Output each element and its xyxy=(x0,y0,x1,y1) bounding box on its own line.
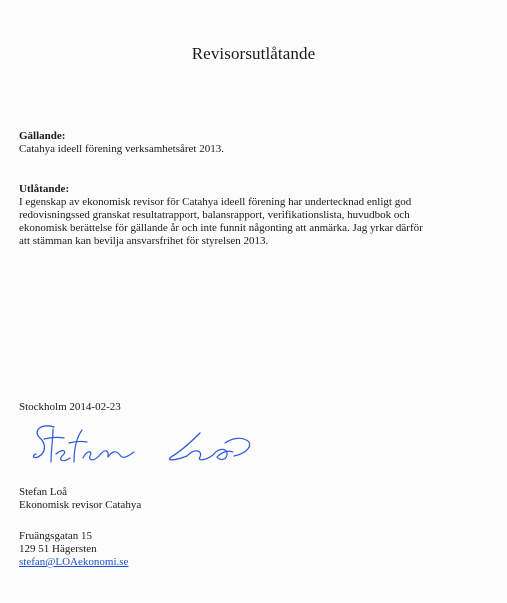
place-date: Stockholm 2014-02-23 xyxy=(19,401,121,413)
regarding-text: Catahya ideell förening verksamhetsåret 2013. xyxy=(19,143,224,155)
address-street: Fruängsgatan 15 xyxy=(19,530,93,542)
regarding-label: Gällande: xyxy=(19,130,66,142)
address-city: 129 51 Hägersten xyxy=(19,543,97,555)
signer-role: Ekonomisk revisor Catahya xyxy=(19,499,142,511)
statement-line: redovisningssed granskat resultatrapport, balansrapport, verifikationslista, huvudbok och xyxy=(19,209,410,221)
statement-line: I egenskap av ekonomisk revisor för Catahya ideell förening har undertecknad enligt god xyxy=(19,196,412,208)
statement-label: Utlåtande: xyxy=(19,183,70,195)
document-title: Revisorsutlåtande xyxy=(191,44,316,63)
statement-line: ekonomisk berättelse för gällande år och inte funnit någonting att anmärka. Jag yrkar därför xyxy=(19,222,423,234)
statement-line: att stämman kan bevilja ansvarsfrihet för styrelsen 2013. xyxy=(19,235,269,247)
handwritten-signature xyxy=(29,419,264,474)
signer-name: Stefan Loå xyxy=(19,486,67,498)
email-link[interactable]: stefan@LOAekonomi.se xyxy=(19,556,129,568)
